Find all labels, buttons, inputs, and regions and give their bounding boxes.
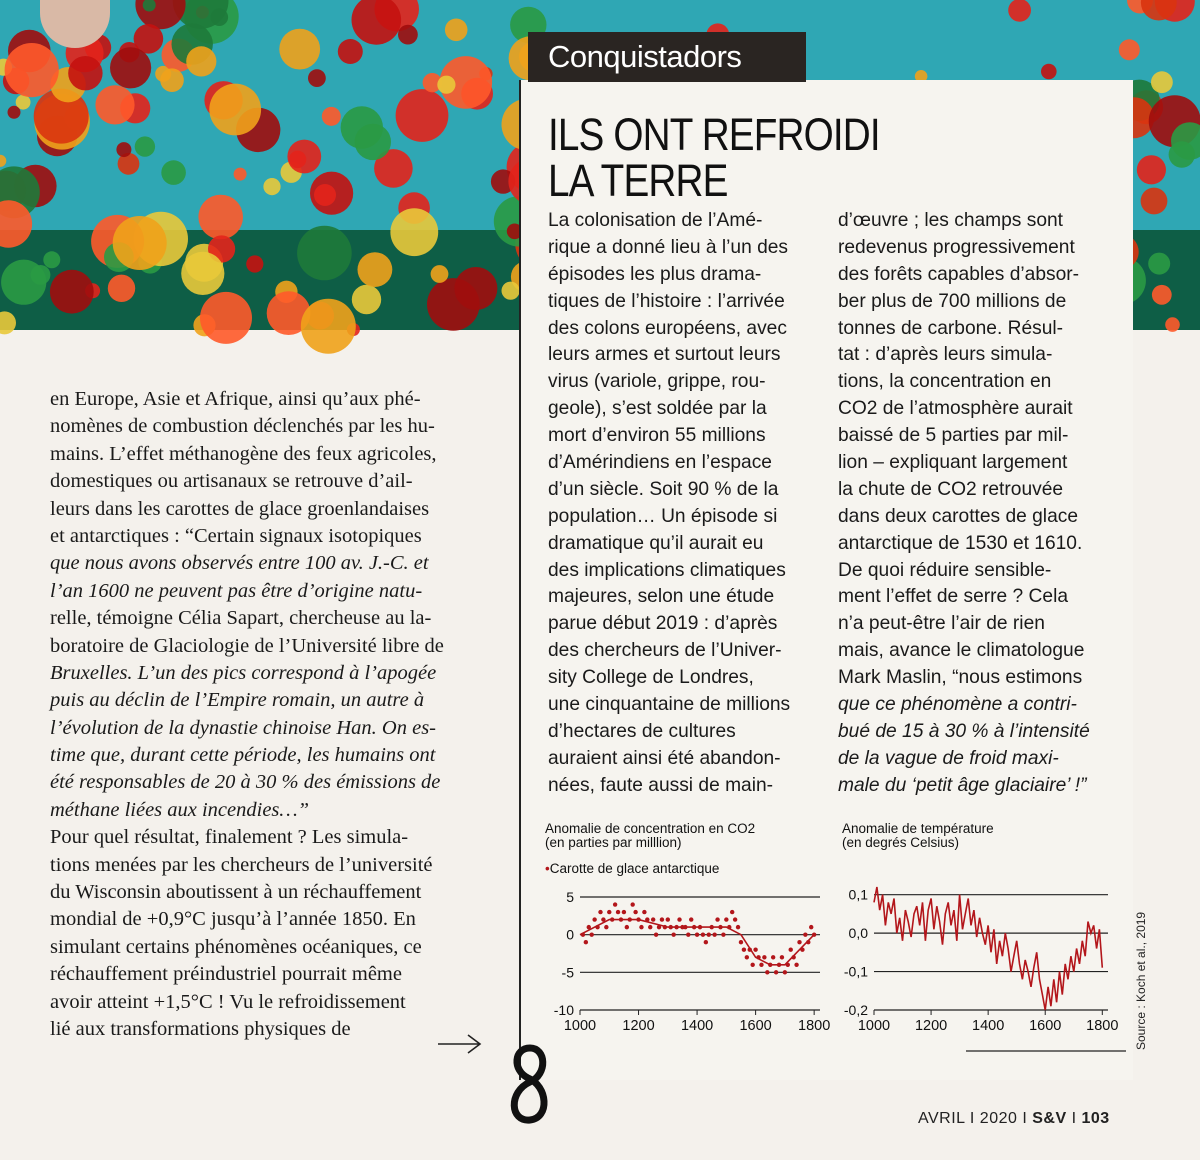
serif-line: mains. L’effet méthanogène des feux agricoles, xyxy=(50,442,437,465)
co2-point xyxy=(771,955,775,959)
serif-line: boratoire de Glaciologie de l’Université libre de xyxy=(50,634,444,657)
body-line: redevenus progressivement xyxy=(838,236,1075,258)
co2-point xyxy=(584,940,588,944)
flower-blob xyxy=(1119,39,1140,60)
body-line: des forêts capables d’absor- xyxy=(838,263,1080,285)
flower-blob xyxy=(181,252,224,295)
x-tick-label: 1200 xyxy=(914,1018,948,1034)
flower-blob xyxy=(161,160,186,185)
body-line: tonnes de carbone. Résul- xyxy=(838,317,1064,339)
flower-blob xyxy=(454,267,497,310)
serif-line: l’évolution de la dynastie chinoise Han. On es- xyxy=(50,716,436,739)
flower-blob xyxy=(1137,155,1166,184)
body-line: Mark Maslin, “nous estimons xyxy=(838,667,1083,689)
chart2-subtitle: (en degrés Celsius) xyxy=(842,835,960,850)
x-tick-label: 1000 xyxy=(563,1018,597,1034)
co2-point xyxy=(715,917,719,921)
article-column-1 xyxy=(548,208,790,800)
flower-blob xyxy=(338,39,363,64)
flower-blob xyxy=(108,275,135,302)
footer-separator: I xyxy=(1071,1110,1077,1127)
x-tick-label: 1800 xyxy=(1086,1018,1119,1034)
x-tick-label: 1200 xyxy=(622,1018,655,1034)
body-line: nées, faute aussi de main- xyxy=(548,774,774,796)
body-line: dans deux carottes de glace xyxy=(838,505,1079,527)
co2-point xyxy=(671,932,675,936)
co2-point xyxy=(633,910,637,914)
co2-point xyxy=(783,970,787,974)
body-line: de la vague de froid maxi- xyxy=(838,747,1059,769)
co2-point xyxy=(695,932,699,936)
y-tick-label: -5 xyxy=(561,964,574,981)
flower-blob xyxy=(502,282,520,300)
body-line: male du ‘petit âge glaciaire’ !” xyxy=(838,774,1087,796)
flower-blob xyxy=(279,29,320,70)
handwritten-page-number xyxy=(300,1040,560,1130)
co2-point xyxy=(803,932,807,936)
co2-point xyxy=(730,910,734,914)
flower-blob xyxy=(308,69,326,87)
section-kicker: Conquistadors xyxy=(528,32,806,82)
co2-point xyxy=(607,910,611,914)
co2-point xyxy=(590,932,594,936)
y-tick-label: -0,2 xyxy=(843,1002,868,1018)
body-line: d’œuvre ; les champs sont xyxy=(838,210,1064,231)
footer-brand: S&V xyxy=(1032,1110,1067,1127)
flower-blob xyxy=(301,299,356,354)
temperature-chart xyxy=(836,875,1126,1060)
flower-blob xyxy=(68,56,102,90)
body-line: des colons européens, avec xyxy=(548,317,787,339)
chart1-legend xyxy=(545,862,719,876)
flower-blob xyxy=(209,84,261,136)
body-line: CO2 de l’atmosphère aurait xyxy=(838,398,1073,420)
body-line: rique a donné lieu à l’un des xyxy=(548,236,789,258)
co2-point xyxy=(739,940,743,944)
body-line: geole), s’est soldée par la xyxy=(548,398,767,420)
page-footer xyxy=(918,1110,1110,1128)
flower-blob xyxy=(110,47,151,88)
flower-blob xyxy=(314,184,336,206)
body-line: majeures, selon une étude xyxy=(548,586,775,608)
headline-line-1: ILS ONT REFROIDI xyxy=(548,109,880,160)
y-tick-label: 0 xyxy=(566,926,574,943)
y-tick-label: -10 xyxy=(553,1002,574,1018)
chart1-title: Anomalie de concentration en CO2 xyxy=(545,821,756,836)
serif-line: avoir atteint +1,5°C ! Vu le refroidissement xyxy=(50,990,406,1013)
y-tick-label: 5 xyxy=(566,889,574,905)
chart2-title: Anomalie de température xyxy=(842,821,994,836)
serif-line: tions menées par les chercheurs de l’université xyxy=(50,853,433,876)
flower-blob xyxy=(398,25,418,45)
body-line: De quoi réduire sensible- xyxy=(838,559,1052,581)
co2-point xyxy=(733,917,737,921)
x-tick-label: 1800 xyxy=(798,1018,831,1034)
flower-blob xyxy=(1152,285,1172,305)
serif-line: et antarctiques : “Certain signaux isotopiques xyxy=(50,524,422,547)
serif-line: que nous avons observés entre 100 av. J.-C. et xyxy=(50,552,429,575)
flower-blob xyxy=(186,46,216,76)
co2-point xyxy=(762,955,766,959)
flower-blob xyxy=(50,270,94,314)
co2-point xyxy=(724,917,728,921)
serif-line: relle, témoigne Célia Sapart, chercheuse au la- xyxy=(50,607,432,630)
serif-line: réchauffement préindustriel pourrait même xyxy=(50,963,402,986)
co2-point xyxy=(666,917,670,921)
body-line: d’hectares de cultures xyxy=(548,720,736,742)
flower-blob xyxy=(358,252,393,287)
flower-blob xyxy=(5,43,59,97)
co2-point xyxy=(745,955,749,959)
serif-line: l’an 1600 ne peuvent pas être d’origine natu- xyxy=(50,579,423,602)
body-line: que ce phénomène a contri- xyxy=(838,694,1077,716)
co2-point xyxy=(742,948,746,952)
flower-blob xyxy=(246,255,263,272)
body-line: auraient ainsi été abandon- xyxy=(548,747,781,769)
serif-line: puis au déclin de l’Empire romain, un autre à xyxy=(50,689,425,712)
body-line: tiques de l’histoire : l’arrivée xyxy=(548,290,785,312)
co2-point xyxy=(630,902,634,906)
co2-point xyxy=(654,932,658,936)
flower-blob xyxy=(200,292,252,344)
x-tick-label: 1000 xyxy=(857,1018,891,1034)
co2-point xyxy=(622,910,626,914)
body-line: virus (variole, grippe, rou- xyxy=(548,371,766,393)
co2-point xyxy=(794,963,798,967)
flower-blob xyxy=(1169,141,1195,167)
serif-line: Bruxelles. L’un des pics correspond à l’apogée xyxy=(50,661,437,684)
co2-point xyxy=(648,925,652,929)
serif-line: time que, durant cette période, les humains ont xyxy=(50,744,436,767)
serif-line: domestiques ou artisanaux se retrouve d’ail- xyxy=(50,470,413,493)
co2-point xyxy=(780,955,784,959)
co2-point xyxy=(613,902,617,906)
body-line: épisodes les plus drama- xyxy=(548,263,762,285)
serif-line: simulant certains phénomènes océaniques, ce xyxy=(50,935,422,958)
flower-blob xyxy=(289,151,306,168)
body-line: antarctique de 1530 et 1610. xyxy=(838,532,1083,554)
co2-point xyxy=(809,925,813,929)
source-credit: Source : Koch et al., 2019 xyxy=(1134,911,1148,1050)
flower-blob xyxy=(234,168,247,181)
flower-blob xyxy=(211,8,229,26)
flower-blob xyxy=(116,142,131,157)
co2-point xyxy=(701,932,705,936)
co2-point xyxy=(712,932,716,936)
flower-blob xyxy=(1,260,46,305)
co2-point xyxy=(651,917,655,921)
y-tick-label: 0,1 xyxy=(848,886,868,903)
body-line: dramatique qu’il aurait eu xyxy=(548,532,764,554)
co2-point xyxy=(660,917,664,921)
body-line: sity College de Londres, xyxy=(548,667,754,689)
headline-line-2: LA TERRE xyxy=(548,155,728,206)
serif-line: Pour quel résultat, finalement ? Les simula- xyxy=(50,826,409,849)
co2-point xyxy=(686,932,690,936)
flower-blob xyxy=(352,285,381,314)
flower-blob xyxy=(135,136,155,156)
co2-point xyxy=(604,925,608,929)
flower-blob xyxy=(8,106,21,119)
chart1-legend-label: Carotte de glace antarctique xyxy=(549,861,720,876)
body-line: lion – expliquant largement xyxy=(838,452,1068,474)
body-line: tions, la concentration en xyxy=(838,371,1052,393)
body-line: n’a peut-être l’air de rien xyxy=(838,613,1045,635)
body-line: ber plus de 700 millions de xyxy=(838,290,1067,312)
body-line: bué de 15 à 30 % à l’intensité xyxy=(838,720,1090,742)
co2-point xyxy=(736,925,740,929)
body-line: la chute de CO2 retrouvée xyxy=(838,478,1064,500)
flower-blob xyxy=(322,107,341,126)
body-line: population… Un épisode si xyxy=(548,505,778,527)
flower-blob xyxy=(1141,188,1168,215)
continue-arrow-icon xyxy=(436,1032,484,1056)
body-line: leurs armes et surtout leurs xyxy=(548,344,781,366)
flower-blob xyxy=(1148,253,1170,275)
y-tick-label: -0,1 xyxy=(843,963,868,980)
serif-column xyxy=(50,386,444,1043)
flower-blob xyxy=(431,265,449,283)
co2-point xyxy=(677,917,681,921)
legend-dot-icon: • xyxy=(545,861,550,876)
chart1-subtitle: (en parties par milllion) xyxy=(545,835,682,850)
flower-blob xyxy=(198,195,243,240)
x-tick-label: 1400 xyxy=(680,1018,714,1034)
co2-point xyxy=(616,910,620,914)
body-line: des chercheurs de l’Univer- xyxy=(548,640,782,662)
footer-page-number: 103 xyxy=(1081,1110,1110,1127)
y-tick-label: 0,0 xyxy=(848,925,868,942)
co2-point xyxy=(721,932,725,936)
flower-blob xyxy=(390,208,438,256)
serif-line: nomènes de combustion déclenchés par les hu- xyxy=(50,415,435,438)
handwritten-digit: 8 xyxy=(300,1040,301,1041)
x-tick-label: 1400 xyxy=(972,1018,1005,1034)
flower-blob xyxy=(1041,64,1057,80)
flower-blob xyxy=(1151,71,1173,93)
co2-point xyxy=(625,925,629,929)
flower-blob xyxy=(297,226,352,281)
flower-blob xyxy=(1165,317,1180,332)
body-line: mort d’environ 55 millions xyxy=(548,425,766,447)
flower-blob xyxy=(355,124,391,160)
body-line: parue début 2019 : d’après xyxy=(548,613,778,635)
flower-blob xyxy=(396,89,449,142)
flower-blob xyxy=(43,251,60,268)
flower-blob xyxy=(113,216,167,270)
co2-point xyxy=(639,925,643,929)
headline xyxy=(548,109,926,206)
flower-blob xyxy=(445,19,468,42)
serif-line: été responsables de 20 à 30 % des émissions de xyxy=(50,771,441,794)
serif-line: du Wisconsin aboutissent à un réchauffement xyxy=(50,881,422,904)
co2-point xyxy=(642,910,646,914)
co2-point xyxy=(753,948,757,952)
body-line: d’Amérindiens en l’espace xyxy=(548,452,772,474)
co2-chart xyxy=(540,885,830,1035)
flower-blob xyxy=(160,68,184,92)
serif-line: leurs dans les carottes de glace groenlandaises xyxy=(50,497,430,520)
serif-line: méthane liées aux incendies…” xyxy=(50,798,310,821)
co2-point xyxy=(774,970,778,974)
article-column-2 xyxy=(838,208,1090,800)
body-line: des implications climatiques xyxy=(548,559,786,581)
body-line: baissé de 5 parties par mil- xyxy=(838,425,1069,447)
co2-point xyxy=(750,963,754,967)
body-line: une cinquantaine de millions xyxy=(548,694,791,716)
co2-point xyxy=(759,963,763,967)
co2-point xyxy=(707,932,711,936)
x-tick-label: 1600 xyxy=(739,1018,772,1034)
co2-point xyxy=(797,940,801,944)
flower-blob xyxy=(437,76,455,94)
body-line: mais, avance le climatologue xyxy=(838,640,1085,662)
flower-blob xyxy=(95,85,134,124)
x-tick-label: 1600 xyxy=(1029,1018,1062,1034)
body-line: tat : d’après leurs simula- xyxy=(838,344,1053,366)
temperature-line xyxy=(874,887,1102,1010)
serif-line: lié aux transformations physiques de xyxy=(50,1017,351,1040)
footer-date: AVRIL I 2020 I xyxy=(918,1110,1028,1127)
co2-point xyxy=(592,917,596,921)
co2-point xyxy=(598,910,602,914)
co2-point xyxy=(765,970,769,974)
body-line: ment l’effet de serre ? Cela xyxy=(838,586,1069,608)
co2-point xyxy=(789,948,793,952)
co2-point xyxy=(704,940,708,944)
body-line: La colonisation de l’Amé- xyxy=(548,210,763,231)
co2-point xyxy=(689,917,693,921)
flower-blob xyxy=(263,178,280,195)
serif-line: mondial de +0,9°C jusqu’à l’année 1850. En xyxy=(50,908,416,931)
serif-line: en Europe, Asie et Afrique, ainsi qu’aux phé- xyxy=(50,388,421,410)
body-line: d’un siècle. Soit 90 % de la xyxy=(548,478,779,500)
co2-trend-line xyxy=(580,920,814,965)
